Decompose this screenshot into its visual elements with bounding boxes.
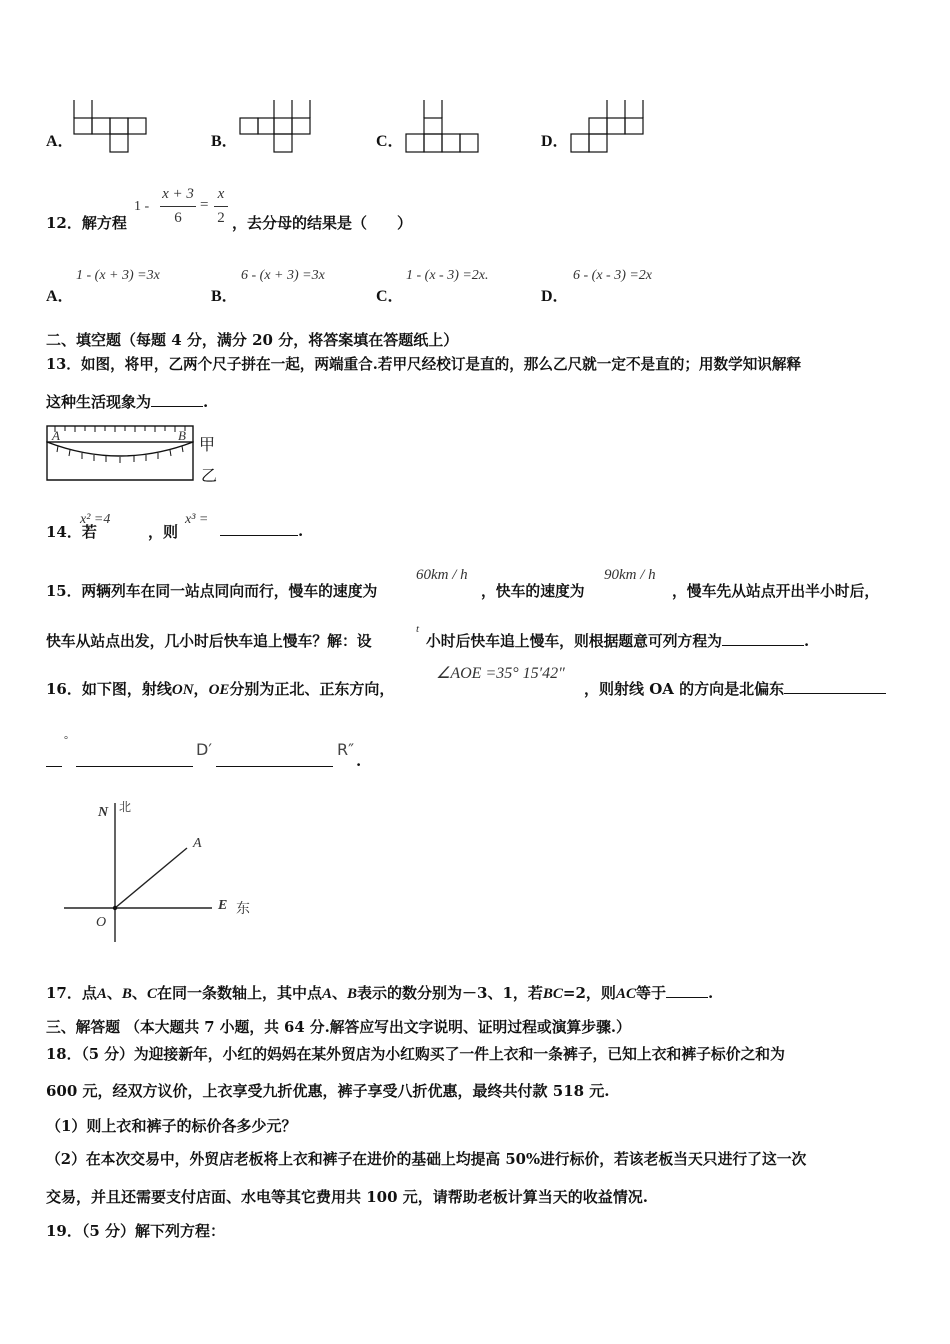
q12-frac1-num: x + 3 bbox=[162, 186, 194, 202]
q12-option-a-expr: 1 - (x + 3) =3x bbox=[76, 268, 160, 283]
q18-sub-1: （1）则上衣和裤子的标价各多少元？ bbox=[46, 1117, 297, 1135]
q16-second-mark: R″ bbox=[337, 740, 355, 759]
q13-label-yi: 乙 bbox=[201, 466, 218, 485]
q12-frac2-den: 2 bbox=[217, 210, 225, 226]
q17-point-a: A bbox=[96, 986, 107, 1002]
q17-point-b: B bbox=[121, 986, 132, 1002]
q13-line-1: 13．如图，将甲，乙两个尺子拼在一起，两端重合.若甲尺经校订是直的，那么乙尺就一定不是直的；用数学知识解释 bbox=[46, 356, 802, 373]
q12-option-b-label: B． bbox=[211, 288, 238, 305]
q14-start: 14．若 bbox=[46, 523, 97, 541]
section-3-title: 三、解答题 （本大题共 7 小题，共 64 分.解答应写出文字说明、证明过程或演算步骤.） bbox=[46, 1019, 631, 1036]
q12-frac1-den: 6 bbox=[174, 210, 182, 226]
q17-sep-3: 、 bbox=[331, 984, 347, 1002]
q16-angle: ∠AOE =35° 15′42″ bbox=[436, 665, 565, 682]
q16-ray-oe: OE bbox=[208, 682, 230, 698]
q12-frac2-num: x bbox=[217, 186, 225, 202]
q19-line-1: 19．（5 分）解下列方程： bbox=[46, 1222, 226, 1240]
q16-label-bei: 北 bbox=[119, 800, 132, 814]
q18-line-2: 600 元，经双方议价，上衣享受九折优惠，裤子享受八折优惠，最终共付款 518 元. bbox=[46, 1082, 610, 1100]
q16-degree-mark: ° bbox=[64, 735, 68, 746]
q17-sep-2: 、 bbox=[131, 984, 147, 1002]
q11-option-d-label: D． bbox=[541, 133, 569, 150]
q14-mid: ，则 bbox=[148, 523, 179, 541]
q12-option-c-label: C． bbox=[376, 288, 404, 305]
q18-sub-2-line-2: 交易，并且还需要支付店面、水电等其它费用共 100 元，请帮助老板计算当天的收益情况. bbox=[46, 1188, 648, 1206]
q11-option-a-label: A． bbox=[46, 133, 74, 150]
q15-slow-speed: 60km / h bbox=[416, 567, 468, 583]
q13-label-jia: 甲 bbox=[199, 435, 216, 454]
q16-start-text: 16．如下图，射线 bbox=[46, 680, 172, 698]
q16-label-e: E bbox=[218, 898, 228, 913]
q15-mid: ，快车的速度为 bbox=[481, 583, 585, 600]
q15-line-2a: 快车从站点出发，几小时后快车追上慢车？解：设 bbox=[46, 633, 372, 650]
q16-mid: 分别为正北、正东方向， bbox=[229, 680, 395, 698]
q12-option-c-expr: 1 - (x - 3) =2x. bbox=[406, 268, 489, 283]
q17-point-b2: B bbox=[347, 986, 358, 1002]
q15-end: ，慢车先从站点开出半小时后， bbox=[672, 583, 880, 600]
q13-line-2-end: . bbox=[203, 393, 209, 411]
q15-fast-speed: 90km / h bbox=[604, 567, 656, 583]
q17-segment-bc: BC bbox=[542, 986, 563, 1002]
q14-end: . bbox=[298, 522, 304, 540]
q16-label-o: O bbox=[96, 915, 107, 930]
q16-minute-mark: D′ bbox=[196, 740, 212, 759]
q15-line-2-end: . bbox=[803, 633, 810, 650]
q16-label-dong: 东 bbox=[236, 901, 250, 917]
ray-oa bbox=[115, 848, 187, 908]
q18-sub-2-line-1: （2）在本次交易中，外贸店老板将上衣和裤子在进价的基础上均提高 50%进行标价，若该老板当天只进行了这一次 bbox=[46, 1151, 807, 1168]
q17-answer-blank[interactable] bbox=[666, 983, 708, 998]
q17-text-b: 在同一条数轴上，其中点 bbox=[156, 984, 322, 1002]
section-2-title: 二、填空题（每题 4 分，满分 20 分，将答案填在答题纸上） bbox=[46, 331, 459, 349]
q16-label-a: A bbox=[193, 836, 202, 851]
q12-option-a-label: A． bbox=[46, 288, 74, 305]
q12-tail: ，去分母的结果是（ ） bbox=[232, 214, 413, 232]
q12-number: 12．解方程 bbox=[46, 214, 127, 232]
q17-point-c: C bbox=[146, 986, 157, 1002]
q17-segment-ac: AC bbox=[615, 986, 636, 1002]
q16-ray-on: ON bbox=[171, 682, 194, 698]
q11-option-c-label: C． bbox=[376, 133, 404, 150]
q17-line bbox=[46, 982, 713, 1003]
q12-eq-left: 1 - bbox=[134, 199, 150, 214]
q12-option-b-expr: 6 - (x + 3) =3x bbox=[241, 268, 325, 283]
q15-line-2b-text: 小时后快车追上慢车，则根据题意可列方程为 bbox=[426, 633, 722, 650]
q17-end: . bbox=[707, 984, 714, 1002]
q17-sep-1: 、 bbox=[106, 984, 122, 1002]
q13-point-b: B bbox=[178, 428, 186, 443]
q12-option-d-expr: 6 - (x - 3) =2x bbox=[573, 268, 653, 283]
q17-point-a2: A bbox=[321, 986, 332, 1002]
q16-comma: ， bbox=[193, 680, 209, 698]
q18-line-1: 18．（5 分）为迎接新年，小红的妈妈在某外贸店为小红购买了一件上衣和一条裤子，已知上衣和裤子标价之和为 bbox=[46, 1046, 785, 1063]
q17-text-d: =2，则 bbox=[562, 984, 616, 1002]
point-o bbox=[113, 906, 117, 910]
q13-point-a: A bbox=[52, 428, 60, 443]
q11-option-b-label: B． bbox=[211, 133, 238, 150]
q16-label-n: N bbox=[98, 805, 109, 820]
q13-line-2-text: 这种生活现象为 bbox=[46, 393, 152, 411]
q16-line-2-end: . bbox=[356, 752, 362, 770]
q16-end: ，则射线 OA 的方向是北偏东 bbox=[584, 680, 785, 698]
q15-start: 15．两辆列车在同一站点同向而行，慢车的速度为 bbox=[46, 583, 378, 600]
q12-eq-sign: = bbox=[200, 197, 209, 213]
q15-variable-t: t bbox=[416, 623, 420, 635]
q12-option-d-label: D． bbox=[541, 288, 569, 305]
q14-expression: x³ = bbox=[185, 512, 209, 527]
q17-text-a: 17．点 bbox=[46, 984, 97, 1002]
q17-text-c: 表示的数分别为－3、1，若 bbox=[357, 984, 543, 1002]
q17-text-e: 等于 bbox=[635, 984, 666, 1002]
q14-condition: x² =4 bbox=[80, 512, 111, 527]
